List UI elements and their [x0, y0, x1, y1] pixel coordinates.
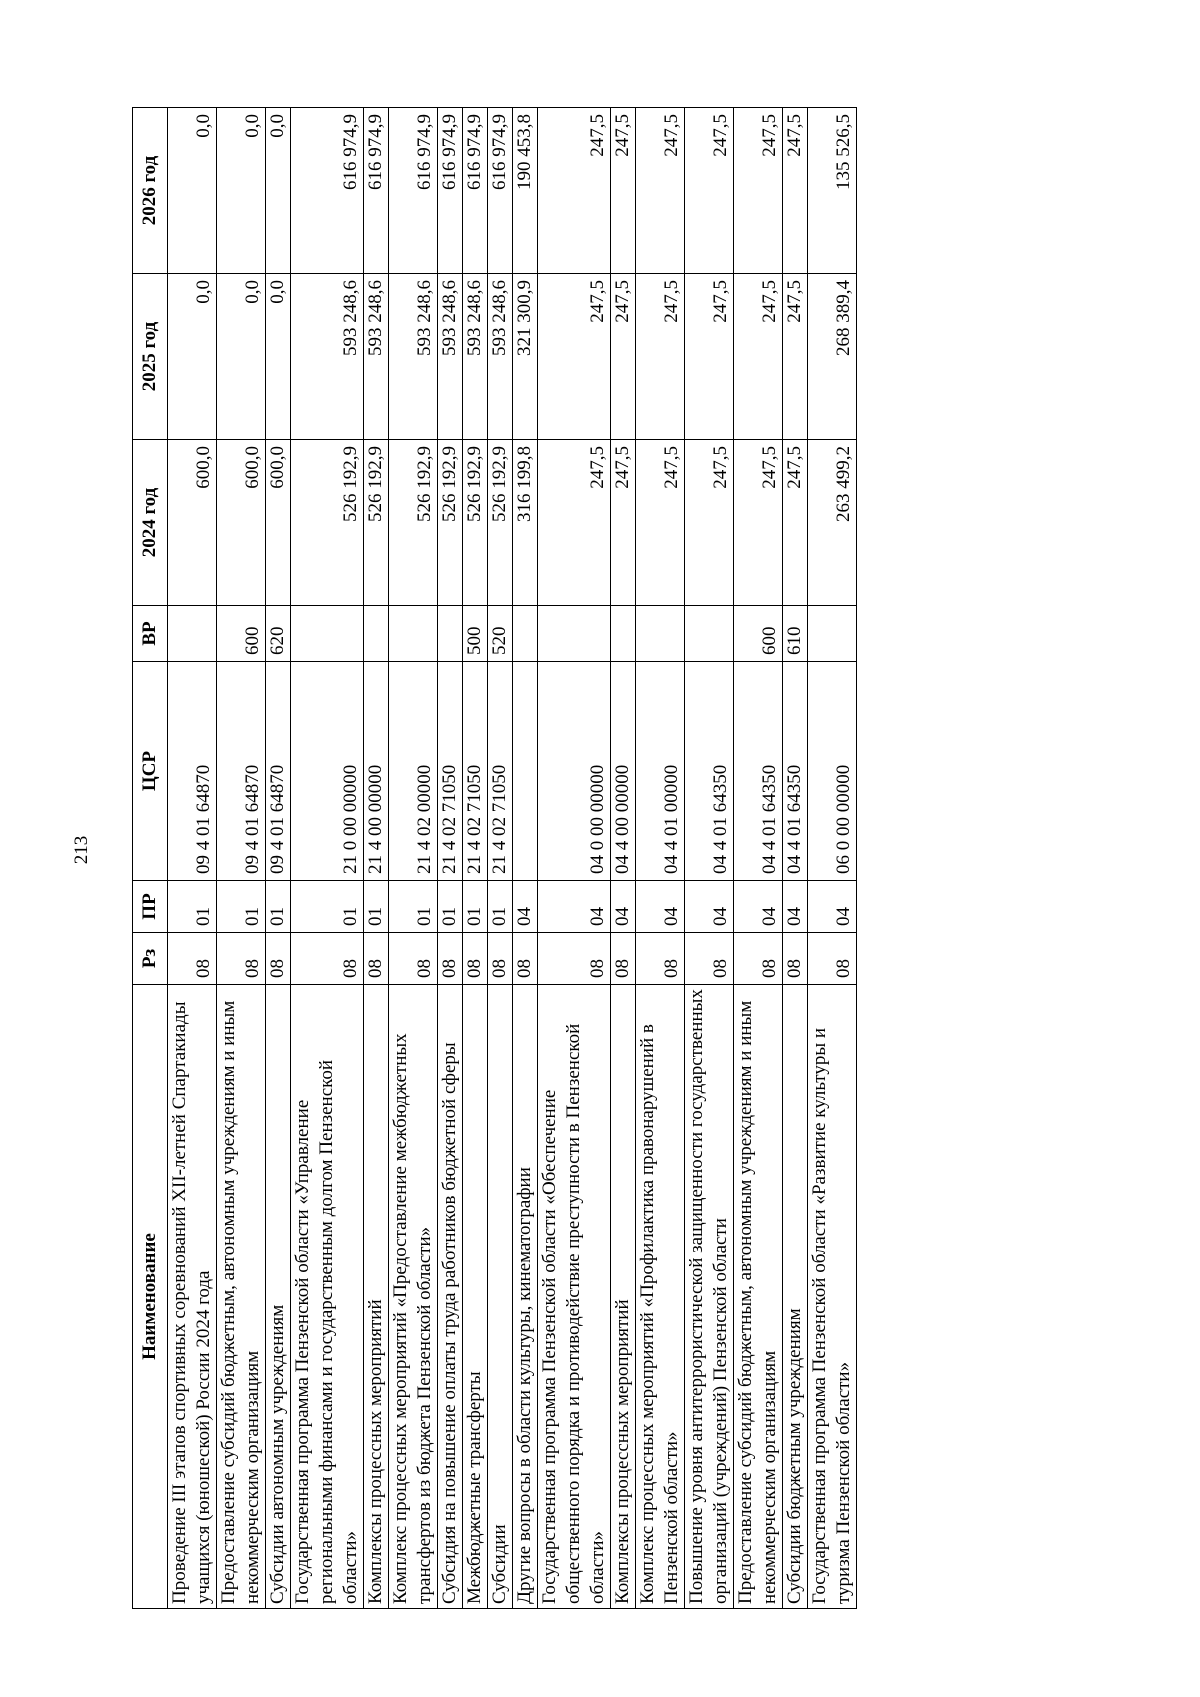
- cell-pr: 04: [538, 881, 611, 933]
- table-row: [808, 108, 857, 1609]
- cell-name: Комплекс процессных мероприятий «Профилактика правонарушений в Пензенской области»: [636, 985, 685, 1609]
- cell-pr: 01: [217, 881, 266, 933]
- cell-pr: 01: [488, 881, 513, 933]
- cell-vr: [513, 606, 538, 662]
- table-row: [217, 108, 266, 1609]
- table-row: [291, 108, 364, 1609]
- cell-2024: 526 192,9: [488, 440, 513, 606]
- cell-2024: 526 192,9: [291, 440, 364, 606]
- cell-rz: 08: [389, 933, 438, 985]
- cell-vr: [438, 606, 463, 662]
- cell-name: Комплексы процессных мероприятий: [364, 985, 389, 1609]
- page-number: 213: [71, 835, 92, 865]
- cell-csr: [513, 662, 538, 881]
- cell-vr: 500: [463, 606, 488, 662]
- cell-2026: 616 974,9: [291, 108, 364, 274]
- cell-2024: 247,5: [611, 440, 636, 606]
- cell-2025: 0,0: [168, 274, 217, 440]
- cell-vr: [364, 606, 389, 662]
- header-2025: 2025 год: [133, 274, 168, 440]
- cell-rz: 08: [685, 933, 734, 985]
- table-row: [389, 108, 438, 1609]
- budget-table-container: [132, 108, 1074, 1609]
- header-row: [133, 108, 168, 1609]
- table-header: [133, 108, 168, 1609]
- cell-name: Проведение III этапов спортивных соревнований XII-летней Спартакиады учащихся (юношеской) России 2024 года: [168, 985, 217, 1609]
- cell-rz: 08: [217, 933, 266, 985]
- table-row: [685, 108, 734, 1609]
- cell-2026: 0,0: [168, 108, 217, 274]
- cell-2024: 526 192,9: [438, 440, 463, 606]
- cell-2025: 247,5: [685, 274, 734, 440]
- cell-2026: 190 453,8: [513, 108, 538, 274]
- cell-csr: 09 4 01 64870: [168, 662, 217, 881]
- cell-2026: 616 974,9: [389, 108, 438, 274]
- cell-rz: 08: [734, 933, 783, 985]
- table-row: [488, 108, 513, 1609]
- table-body: [168, 108, 857, 1609]
- cell-2024: 526 192,9: [364, 440, 389, 606]
- cell-rz: 08: [538, 933, 611, 985]
- table-row: [783, 108, 808, 1609]
- cell-csr: 04 4 01 64350: [685, 662, 734, 881]
- cell-rz: 08: [783, 933, 808, 985]
- cell-2024: 247,5: [538, 440, 611, 606]
- cell-2026: 247,5: [783, 108, 808, 274]
- budget-table: [132, 107, 857, 1609]
- header-pr: ПР: [133, 881, 168, 933]
- cell-rz: 08: [636, 933, 685, 985]
- cell-vr: [685, 606, 734, 662]
- table-row: [463, 108, 488, 1609]
- cell-vr: 600: [217, 606, 266, 662]
- header-vr: ВР: [133, 606, 168, 662]
- cell-2025: 593 248,6: [438, 274, 463, 440]
- cell-pr: 04: [513, 881, 538, 933]
- header-rz: Рз: [133, 933, 168, 985]
- cell-csr: 04 4 01 64350: [734, 662, 783, 881]
- cell-csr: 04 0 00 00000: [538, 662, 611, 881]
- cell-vr: 610: [783, 606, 808, 662]
- table-row: [168, 108, 217, 1609]
- cell-2025: 593 248,6: [463, 274, 488, 440]
- table-row: [611, 108, 636, 1609]
- cell-2024: 600,0: [217, 440, 266, 606]
- cell-vr: [168, 606, 217, 662]
- cell-rz: 08: [611, 933, 636, 985]
- cell-vr: 520: [488, 606, 513, 662]
- cell-2025: 0,0: [266, 274, 291, 440]
- table-row: [734, 108, 783, 1609]
- cell-vr: [611, 606, 636, 662]
- cell-vr: [389, 606, 438, 662]
- cell-vr: [636, 606, 685, 662]
- cell-csr: 21 4 00 00000: [364, 662, 389, 881]
- cell-pr: 04: [685, 881, 734, 933]
- cell-name: Субсидии автономным учреждениям: [266, 985, 291, 1609]
- cell-rz: 08: [168, 933, 217, 985]
- cell-name: Предоставление субсидий бюджетным, автономным учреждениям и иным некоммерческим организациям: [217, 985, 266, 1609]
- cell-2024: 526 192,9: [389, 440, 438, 606]
- cell-pr: 04: [611, 881, 636, 933]
- cell-2024: 247,5: [685, 440, 734, 606]
- cell-2025: 268 389,4: [808, 274, 857, 440]
- cell-2024: 600,0: [168, 440, 217, 606]
- table-row: [538, 108, 611, 1609]
- cell-2024: 247,5: [636, 440, 685, 606]
- cell-2025: 247,5: [734, 274, 783, 440]
- cell-vr: 600: [734, 606, 783, 662]
- cell-2026: 616 974,9: [488, 108, 513, 274]
- cell-2025: 247,5: [636, 274, 685, 440]
- cell-vr: [808, 606, 857, 662]
- cell-2025: 593 248,6: [389, 274, 438, 440]
- cell-name: Повышение уровня антитеррористической защищенности государственных организаций (учреждений) Пензенской области: [685, 985, 734, 1609]
- cell-pr: 01: [463, 881, 488, 933]
- cell-rz: 08: [463, 933, 488, 985]
- cell-name: Комплекс процессных мероприятий «Предоставление межбюджетных трансфертов из бюджета Пензенской области»: [389, 985, 438, 1609]
- cell-rz: 08: [364, 933, 389, 985]
- cell-2025: 0,0: [217, 274, 266, 440]
- cell-pr: 04: [636, 881, 685, 933]
- cell-2026: 616 974,9: [438, 108, 463, 274]
- cell-2025: 247,5: [538, 274, 611, 440]
- cell-vr: [538, 606, 611, 662]
- cell-2025: 593 248,6: [488, 274, 513, 440]
- cell-name: Субсидии: [488, 985, 513, 1609]
- cell-csr: 21 4 02 71050: [438, 662, 463, 881]
- cell-pr: 04: [734, 881, 783, 933]
- cell-2025: 247,5: [783, 274, 808, 440]
- cell-rz: 08: [438, 933, 463, 985]
- cell-name: Субсидии бюджетным учреждениям: [783, 985, 808, 1609]
- cell-rz: 08: [808, 933, 857, 985]
- cell-2026: 616 974,9: [364, 108, 389, 274]
- cell-csr: 04 4 00 00000: [611, 662, 636, 881]
- cell-2024: 247,5: [783, 440, 808, 606]
- table-row: [266, 108, 291, 1609]
- cell-name: Комплексы процессных мероприятий: [611, 985, 636, 1609]
- cell-2026: 247,5: [685, 108, 734, 274]
- header-csr: ЦСР: [133, 662, 168, 881]
- cell-2025: 321 300,9: [513, 274, 538, 440]
- cell-csr: 09 4 01 64870: [266, 662, 291, 881]
- cell-csr: 21 4 02 00000: [389, 662, 438, 881]
- cell-2026: 247,5: [538, 108, 611, 274]
- header-2024: 2024 год: [133, 440, 168, 606]
- cell-rz: 08: [488, 933, 513, 985]
- cell-pr: 01: [364, 881, 389, 933]
- table-row: [364, 108, 389, 1609]
- cell-csr: 04 4 01 64350: [783, 662, 808, 881]
- cell-csr: 21 4 02 71050: [488, 662, 513, 881]
- cell-pr: 04: [783, 881, 808, 933]
- cell-2026: 247,5: [611, 108, 636, 274]
- table-row: [513, 108, 538, 1609]
- cell-rz: 08: [266, 933, 291, 985]
- cell-pr: 01: [291, 881, 364, 933]
- table-row: [438, 108, 463, 1609]
- cell-pr: 01: [438, 881, 463, 933]
- cell-vr: [291, 606, 364, 662]
- cell-csr: 21 4 02 71050: [463, 662, 488, 881]
- cell-2026: 616 974,9: [463, 108, 488, 274]
- cell-2026: 0,0: [217, 108, 266, 274]
- cell-name: Предоставление субсидий бюджетным, автономным учреждениям и иным некоммерческим организациям: [734, 985, 783, 1609]
- cell-2025: 247,5: [611, 274, 636, 440]
- cell-pr: 04: [808, 881, 857, 933]
- cell-csr: 09 4 01 64870: [217, 662, 266, 881]
- cell-2026: 247,5: [636, 108, 685, 274]
- cell-pr: 01: [266, 881, 291, 933]
- table-row: [636, 108, 685, 1609]
- cell-2024: 247,5: [734, 440, 783, 606]
- cell-pr: 01: [168, 881, 217, 933]
- header-2026: 2026 год: [133, 108, 168, 274]
- header-name: Наименование: [133, 985, 168, 1609]
- cell-pr: 01: [389, 881, 438, 933]
- cell-name: Межбюджетные трансферты: [463, 985, 488, 1609]
- cell-2025: 593 248,6: [291, 274, 364, 440]
- cell-2024: 263 499,2: [808, 440, 857, 606]
- cell-vr: 620: [266, 606, 291, 662]
- cell-rz: 08: [513, 933, 538, 985]
- cell-name: Государственная программа Пензенской области «Развитие культуры и туризма Пензенской области»: [808, 985, 857, 1609]
- cell-2026: 135 526,5: [808, 108, 857, 274]
- cell-name: Субсидия на повышение оплаты труда работников бюджетной сферы: [438, 985, 463, 1609]
- cell-csr: 21 0 00 00000: [291, 662, 364, 881]
- cell-2025: 593 248,6: [364, 274, 389, 440]
- cell-2026: 247,5: [734, 108, 783, 274]
- cell-2026: 0,0: [266, 108, 291, 274]
- cell-rz: 08: [291, 933, 364, 985]
- cell-name: Государственная программа Пензенской области «Обеспечение общественного порядка и противодействие преступности в Пензенской области»: [538, 985, 611, 1609]
- cell-2024: 316 199,8: [513, 440, 538, 606]
- cell-2024: 526 192,9: [463, 440, 488, 606]
- cell-csr: 04 4 01 00000: [636, 662, 685, 881]
- cell-name: Другие вопросы в области культуры, кинематографии: [513, 985, 538, 1609]
- cell-2024: 600,0: [266, 440, 291, 606]
- cell-csr: 06 0 00 00000: [808, 662, 857, 881]
- cell-name: Государственная программа Пензенской области «Управление региональными финансами и государственным долгом Пензенской области»: [291, 985, 364, 1609]
